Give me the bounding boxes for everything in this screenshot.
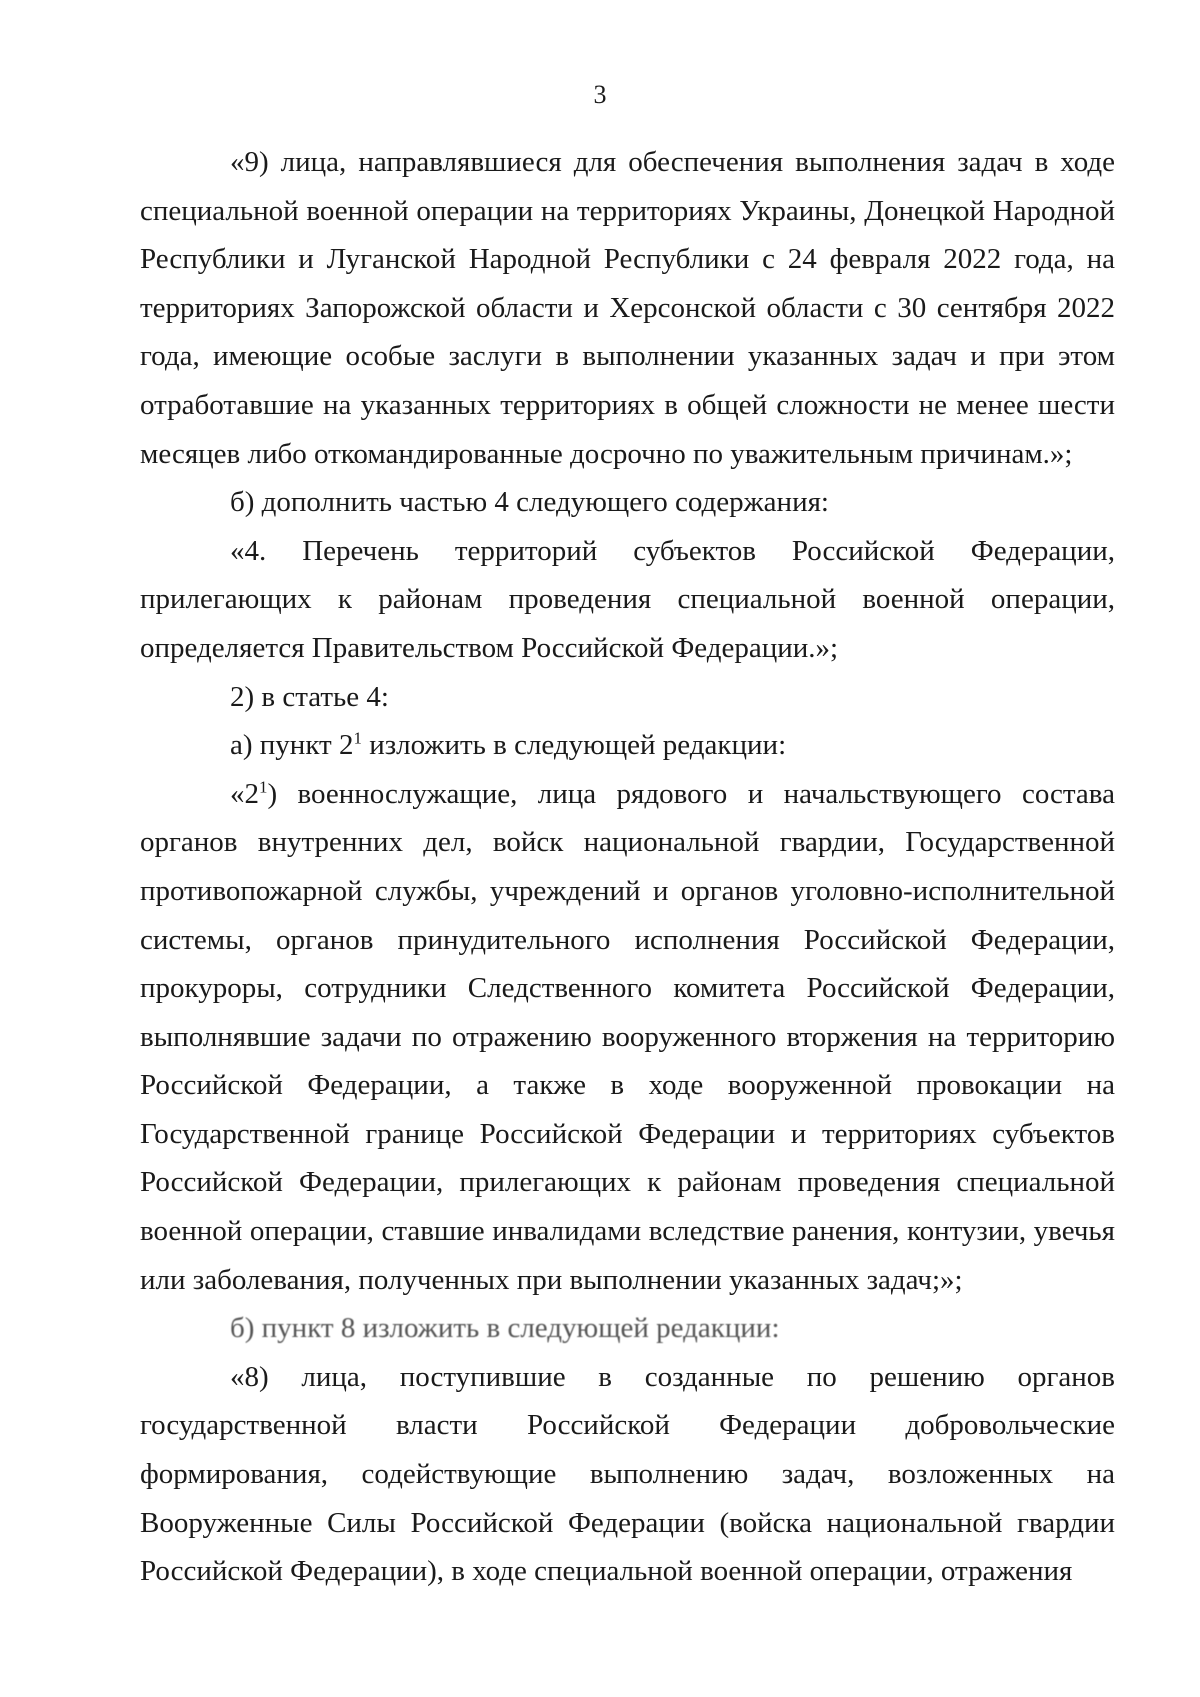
paragraph-item-8-intro: б) пункт 8 изложить в следующей редакции: [230, 1312, 780, 1345]
paragraph-text: а) пункт 2 [230, 729, 354, 762]
superscript: 1 [259, 777, 268, 797]
paragraph-item-2-1-intro [140, 721, 1115, 770]
paragraph-add-part-4: б) дополнить частью 4 следующего содержания: [230, 486, 829, 519]
paragraph-text: «2 [230, 777, 259, 810]
superscript: 1 [353, 728, 362, 748]
paragraph-text: изложить в следующей редакции: [361, 729, 787, 762]
paragraph-item-8-text: «8) лица, поступившие в созданные по решению органов государственной власти Российской Федерации добровольческие формирования, содействующие выполнению задач, возложенных на Вооруженные Силы Российской Федерации (войска национальной гвардии Российской Федерации), в ходе специальной военной операции, отражения [140, 1360, 1115, 1588]
page-number: 3 [593, 80, 607, 109]
paragraph-part-4-text: «4. Перечень территорий субъектов Российской Федерации, прилегающих к районам проведения специальной военной операции, определяется Правительством Российской Федерации.»; [140, 534, 1115, 664]
paragraph-item-9: «9) лица, направлявшиеся для обеспечения выполнения задач в ходе специальной военной операции на территориях Украины, Донецкой Народной Республики и Луганской Народной Республики с 24 февраля 2022 года, на территориях Запорожской области и Херсонской области с 30 сентября 2022 года, имеющие особые заслуги в выполнении указанных задач и при этом отработавшие на указанных территориях в общей сложности не менее шести месяцев либо откомандированные досрочно по уважительным причинам.»; [140, 146, 1115, 470]
paragraph-article-4: 2) в статье 4: [230, 680, 389, 713]
paragraph-item-2-1-text [140, 770, 1115, 1305]
document-body [140, 138, 1115, 1596]
paragraph-text: ) военнослужащие, лица рядового и начальствующего состава органов внутренних дел, войск национальной гвардии, Государственной противопожарной службы, учреждений и органов уголовно-исполнительной системы, органов принудительного исполнения Российской Федерации, прокуроры, сотрудники Следственного комитета Российской Федерации, выполнявшие задачи по отражению вооруженного вторжения на территорию Российской Федерации, а также в ходе вооруженной провокации на Государственной границе Российской Федерации и территориях субъектов Российской Федерации, прилегающих к районам проведения специальной военной операции, ставшие инвалидами вследствие ранения, контузии, увечья или заболевания, полученных при выполнении указанных задач;»; [140, 777, 1115, 1296]
